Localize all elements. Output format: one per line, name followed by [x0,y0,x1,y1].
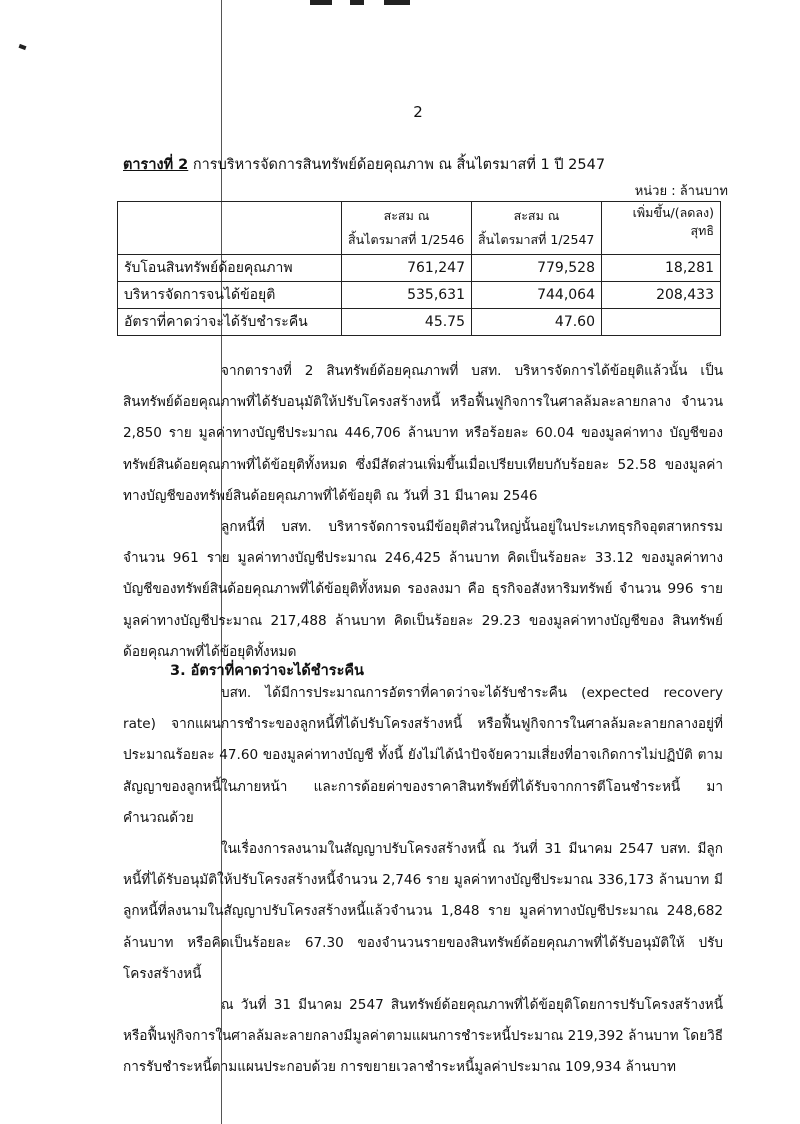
paragraph-table-analysis: จากตารางที่ 2 สินทรัพย์ด้อยคุณภาพที่ บสท. บริหารจัดการได้ข้อยุติแล้วนั้น เป็นสินทรัพย์ด้อยคุณภาพที่ได้รับอนุมัติให้ปรับโครงสร้างหนี้ หรือฟื้นฟูกิจการในศาลล้มละลายกลาง จำนวน 2,850 ราย มูลค่าทางบัญชีประมาณ 446,706 ล้านบาท หรือร้อยละ 60.04 ของมูลค่าทาง บัญชีของทรัพย์สินด้อยคุณภาพที่ได้ข้อยุติทั้งหมด ซึ่งมีสัดส่วนเพิ่มขึ้นเมื่อเปรียบเทียบกับร้อยละ 52.58 ของมูลค่าทางบัญชีของทรัพย์สินด้อยคุณภาพที่ได้ข้อยุติ ณ วันที่ 31 มีนาคม 2546 [123,363,723,504]
row-label: บริหารจัดการจนได้ข้อยุติ [118,282,342,309]
row-value-2546: 761,247 [342,255,472,282]
analysis-text-top [123,356,723,668]
row-value-net: 208,433 [602,282,721,309]
header-col2-line1: สะสม ณ [513,208,560,223]
table-header-col3 [602,202,721,255]
header-col2-line2: สิ้นไตรมาสที่ 1/2547 [478,232,595,247]
row-value-2546: 535,631 [342,282,472,309]
row-label: รับโอนสินทรัพย์ด้อยคุณภาพ [118,255,342,282]
paragraph-recovery-rate: บสท. ได้มีการประมาณการอัตราที่คาดว่าจะได้รับชำระคืน (expected recovery rate) จากแผนการชำระของลูกหนี้ที่ได้ปรับโครงสร้างหนี้ หรือฟื้นฟูกิจการในศาลล้มละลายกลางอยู่ที่ ประมาณร้อยละ 47.60 ของมูลค่าทางบัญชี ทั้งนี้ ยังไม่ได้นำปัจจัยความเสี่ยงที่อาจเกิดการไม่ปฏิบัติ ตามสัญญาของลูกหนี้ในภายหน้า และการด้อยค่าของราคาสินทรัพย์ที่ได้รับจากการตีโอนชำระหนี้ มาคำนวณด้วย [123,685,723,826]
table-unit: หน่วย : ล้านบาท [634,184,728,199]
table-header-col2 [472,202,602,255]
table-title-text: การบริหารจัดการสินทรัพย์ด้อยคุณภาพ ณ สิ้นไตรมาสที่ 1 ปี 2547 [188,157,606,173]
table-title-label: ตารางที่ 2 [123,157,189,173]
npa-management-table [117,201,721,336]
row-label: อัตราที่คาดว่าจะได้รับชำระคืน [118,309,342,336]
row-value-2547: 744,064 [472,282,602,309]
row-value-net [602,309,721,336]
table-header-row [118,202,721,255]
page-number: 2 [413,103,423,121]
header-col1-line1: สะสม ณ [383,208,430,223]
scan-artifact-top [310,0,430,6]
table-row [118,309,721,336]
paragraph-repayment-plan: ณ วันที่ 31 มีนาคม 2547 สินทรัพย์ด้อยคุณภาพที่ได้ข้อยุติโดยการปรับโครงสร้างหนี้ หรือฟื้นฟูกิจการในศาลล้มละลายกลางมีมูลค่าตามแผนการชำระหนี้ประมาณ 219,392 ล้านบาท โดยวิธีการรับชำระหนี้ตามแผนประกอบด้วย การขยายเวลาชำระหนี้มูลค่าประมาณ 109,934 ล้านบาท [123,997,723,1076]
table-header-corner [118,202,342,255]
row-value-net: 18,281 [602,255,721,282]
table-row [118,282,721,309]
scan-artifact-dot [19,44,27,50]
table-header-col1 [342,202,472,255]
paragraph-restructuring-contracts: ในเรื่องการลงนามในสัญญาปรับโครงสร้างหนี้ ณ วันที่ 31 มีนาคม 2547 บสท. มีลูกหนี้ที่ได้รับอนุมัติให้ปรับโครงสร้างหนี้จำนวน 2,746 ราย มูลค่าทางบัญชีประมาณ 336,173 ล้านบาท มีลูกหนี้ที่ลงนามในสัญญาปรับโครงสร้างหนี้แล้วจำนวน 1,848 ราย มูลค่าทางบัญชีประมาณ 248,682 ล้านบาท หรือคิดเป็นร้อยละ 67.30 ของจำนวนรายของสินทรัพย์ด้อยคุณภาพที่ได้รับอนุมัติให้ ปรับโครงสร้างหนี้ [123,841,723,982]
section3-text [123,678,723,1084]
row-value-2547: 779,528 [472,255,602,282]
row-value-2547: 47.60 [472,309,602,336]
paragraph-debtor-sectors: ลูกหนี้ที่ บสท. บริหารจัดการจนมีข้อยุติส่วนใหญ่นั้นอยู่ในประเภทธุรกิจอุตสาหกรรม จำนวน 961 ราย มูลค่าทางบัญชีประมาณ 246,425 ล้านบาท คิดเป็นร้อยละ 33.12 ของมูลค่าทาง บัญชีของทรัพย์สินด้อยคุณภาพที่ได้ข้อยุติทั้งหมด รองลงมา คือ ธุรกิจอสังหาริมทรัพย์ จำนวน 996 ราย มูลค่าทางบัญชีประมาณ 217,488 ล้านบาท คิดเป็นร้อยละ 29.23 ของมูลค่าทางบัญชีของ สินทรัพย์ด้อยคุณภาพที่ได้ข้อยุติทั้งหมด [123,519,723,660]
table-title [123,153,605,176]
table-row [118,255,721,282]
section-heading: 3. อัตราที่คาดว่าจะได้ชำระคืน [170,663,364,679]
header-col3-text: เพิ่มขึ้น/(ลดลง) สุทธิ [632,205,714,238]
row-value-2546: 45.75 [342,309,472,336]
header-col1-line2: สิ้นไตรมาสที่ 1/2546 [348,232,465,247]
